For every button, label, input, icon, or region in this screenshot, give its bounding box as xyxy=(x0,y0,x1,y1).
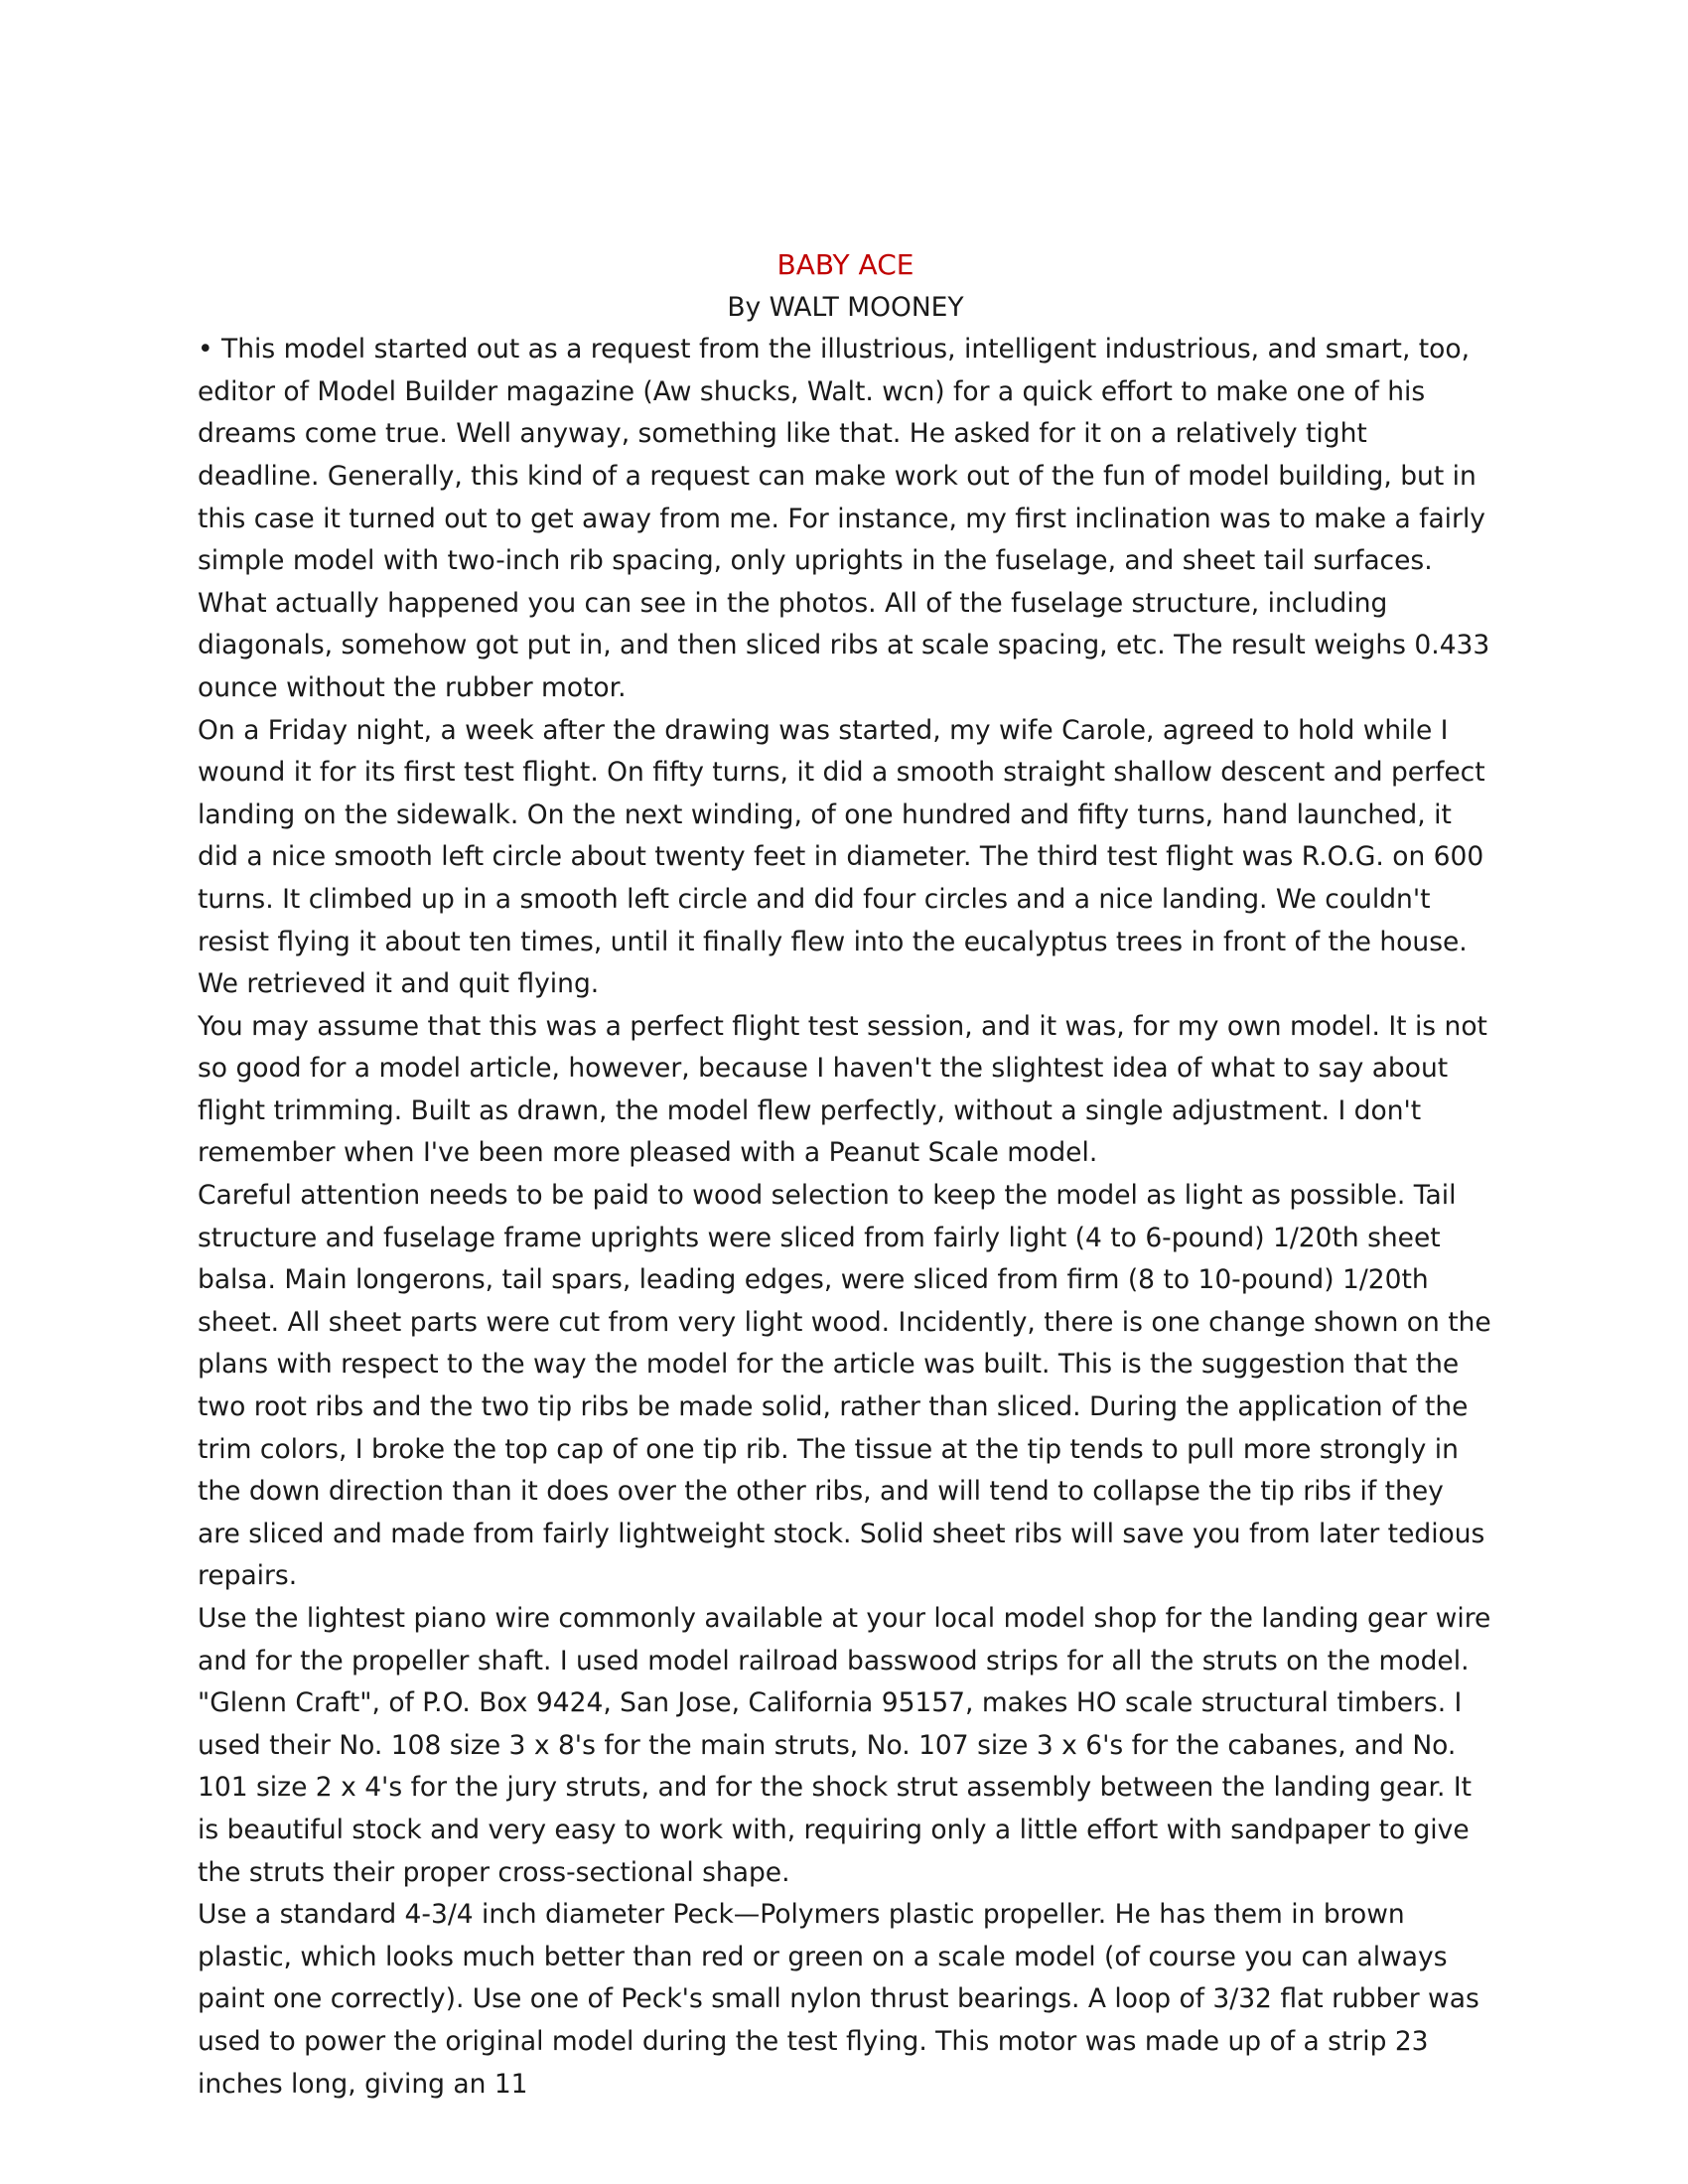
paragraph-struts: Use the lightest piano wire commonly available at your local model shop for the landing gear wire and for the propeller shaft. I used model railroad basswood strips for all the struts on the model. "Glenn Craft", of P.O. Box 9424, San Jose, California 95157, makes HO scale structural timbers. I used their No. 108 size 3 x 8's for the main struts, No. 107 size 3 x 6's for the cabanes, and No. 101 size 2 x 4's for the jury struts, and for the shock strut assembly between the landing gear. It is beautiful stock and very easy to work with, requiring only a little effort with sandpaper to give the struts their proper cross-sectional shape. xyxy=(198,1603,1491,1888)
paragraph-test-flight: On a Friday night, a week after the drawing was started, my wife Carole, agreed to hold while I wound it for its first test flight. On fifty turns, it did a smooth straight shallow descent and perfect landing on the sidewalk. On the next winding, of one hundred and fifty turns, hand launched, it did a nice smooth left circle about twenty feet in diameter. The third test flight was R.O.G. on 600 turns. It climbed up in a smooth left circle and did four circles and a nice landing. We couldn't resist flying it about ten times, until it finally flew into the eucalyptus trees in front of the house. We retrieved it and quit flying. xyxy=(198,714,1485,1000)
article-body xyxy=(198,244,1493,2106)
article-title: BABY ACE xyxy=(776,248,914,281)
paragraph-flight-trimming: You may assume that this was a perfect flight test session, and it was, for my own model. It is not so good for a model article, however, because I haven't the slightest idea of what to say about flight trimming. Built as drawn, the model flew perfectly, without a single adjustment. I don't remember when I've been more pleased with a Peanut Scale model. xyxy=(198,1010,1487,1169)
paragraph-wood-selection: Careful attention needs to be paid to wood selection to keep the model as light as possible. Tail structure and fuselage frame uprights were sliced from fairly light (4 to 6-pound) 1/20th sheet balsa. Main longerons, tail spars, leading edges, were sliced from firm (8 to 10-pound) 1/20th sheet. All sheet parts were cut from very light wood. Incidently, there is one change shown on the plans with respect to the way the model for the article was built. This is the suggestion that the two root ribs and the two tip ribs be made solid, rather than sliced. During the application of the trim colors, I broke the top cap of one tip rib. The tissue at the tip tends to pull more strongly in the down direction than it does over the other ribs, and will tend to collapse the tip ribs if they are sliced and made from fairly lightweight stock. Solid sheet ribs will save you from later tedious repairs. xyxy=(198,1180,1491,1592)
article-byline: By WALT MOONEY xyxy=(727,291,964,323)
paragraph-propeller: Use a standard 4-3/4 inch diameter Peck—Polymers plastic propeller. He has them in brown plastic, which looks much better than red or green on a scale model (of course you can always paint one correctly). Use one of Peck's small nylon thrust bearings. A loop of 3/32 flat rubber was used to power the original model during the test flying. This motor was made up of a strip 23 inches long, giving an 11 xyxy=(198,1899,1479,2100)
paragraph-intro: • This model started out as a request from the illustrious, intelligent industrious, and smart, too, editor of Model Builder magazine (Aw shucks, Walt. wcn) for a quick effort to make one of his dreams come true. Well anyway, something like that. He asked for it on a relatively tight deadline. Generally, this kind of a request can make work out of the fun of model building, but in this case it turned out to get away from me. For instance, my first inclination was to make a fairly simple model with two-inch rib spacing, only uprights in the fuselage, and sheet tail surfaces. What actually happened you can see in the photos. All of the fuselage structure, including diagonals, somehow got put in, and then sliced ribs at scale spacing, etc. The result weighs 0.433 ounce without the rubber motor. xyxy=(198,334,1490,703)
